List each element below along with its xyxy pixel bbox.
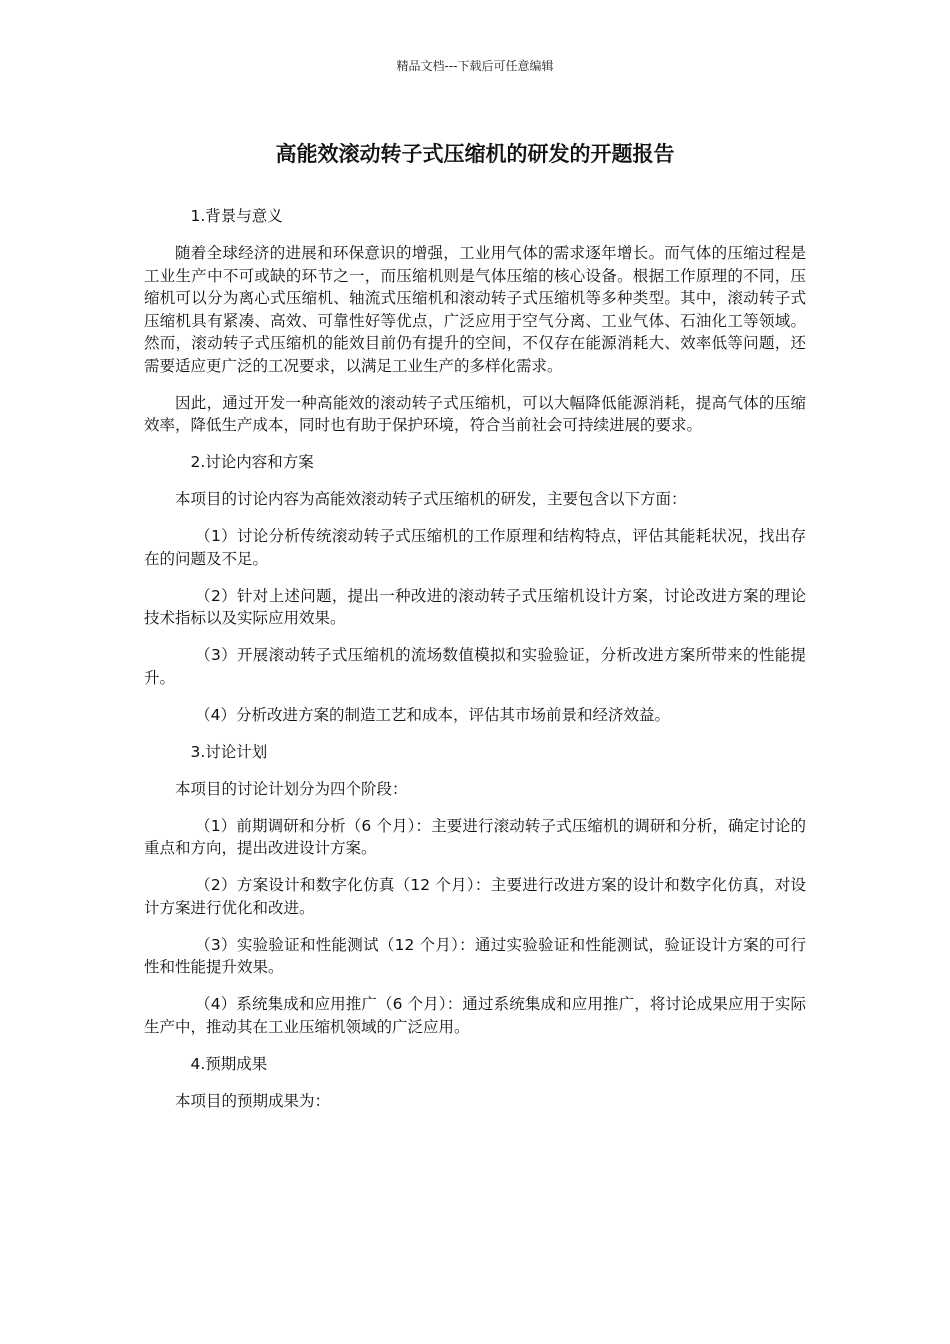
paragraph: 因此，通过开发一种高能效的滚动转子式压缩机，可以大幅降低能源消耗，提高气体的压缩效率，降低生产成本，同时也有助于保护环境，符合当前社会可持续进展的要求。 — [144, 393, 806, 434]
document-body — [144, 205, 806, 1127]
list-item: （1）讨论分析传统滚动转子式压缩机的工作原理和结构特点，评估其能耗状况，找出存在的问题及不足。 — [144, 527, 806, 568]
paragraph: 本项目的预期成果为： — [175, 1091, 331, 1110]
section-heading-content: 2.讨论内容和方案 — [190, 453, 314, 471]
list-item: （2）针对上述问题，提出一种改进的滚动转子式压缩机设计方案，讨论改进方案的理论技术指标以及实际应用效果。 — [144, 586, 806, 627]
list-item: （4）系统集成和应用推广（6 个月）：通过系统集成和应用推广，将讨论成果应用于实际生产中，推动其在工业压缩机领域的广泛应用。 — [144, 995, 806, 1036]
document-title: 高能效滚动转子式压缩机的研发的开题报告 — [275, 142, 675, 166]
section-heading-plan: 3.讨论计划 — [190, 742, 268, 761]
list-item: （3）实验验证和性能测试（12 个月）：通过实验验证和性能测试，验证设计方案的可行性和性能提升效果。 — [144, 935, 806, 976]
list-item: （3）开展滚动转子式压缩机的流场数值模拟和实验验证，分析改进方案所带来的性能提升。 — [144, 646, 806, 687]
section-heading-background: 1.背景与意义 — [190, 207, 283, 225]
list-item: （2）方案设计和数字化仿真（12 个月）：主要进行改进方案的设计和数字化仿真，对设计方案进行优化和改进。 — [144, 876, 806, 917]
paragraph: 随着全球经济的进展和环保意识的增强，工业用气体的需求逐年增长。而气体的压缩过程是工业生产中不可或缺的环节之一，而压缩机则是气体压缩的核心设备。根据工作原理的不同，压缩机可以分为离心式压缩机、轴流式压缩机和滚动转子式压缩机等多种类型。其中，滚动转子式压缩机具有紧凑、高效、可靠性好等优点，广泛应用于空气分离、工业气体、石油化工等领域。然而，滚动转子式压缩机的能效目前仍有提升的空间，不仅存在能源消耗大、效率低等问题，还需要适应更广泛的工况要求，以满足工业生产的多样化需求。 — [144, 244, 806, 375]
list-item: （1）前期调研和分析（6 个月）：主要进行滚动转子式压缩机的调研和分析，确定讨论的重点和方向，提出改进设计方案。 — [144, 816, 806, 857]
list-item: （4）分析改进方案的制造工艺和成本，评估其市场前景和经济效益。 — [195, 705, 671, 724]
page-header-watermark: 精品文档---下载后可任意编辑 — [396, 59, 554, 73]
section-heading-results: 4.预期成果 — [190, 1054, 268, 1073]
paragraph: 本项目的讨论计划分为四个阶段： — [175, 779, 408, 798]
paragraph: 本项目的讨论内容为高能效滚动转子式压缩机的研发，主要包含以下方面： — [175, 490, 687, 508]
